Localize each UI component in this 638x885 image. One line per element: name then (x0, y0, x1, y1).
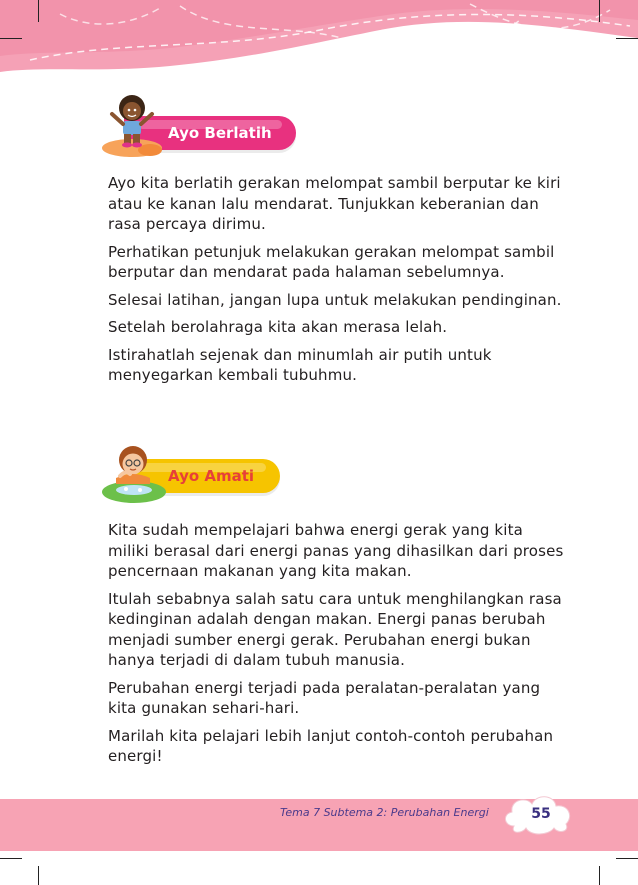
section2-body (108, 520, 568, 774)
crop-mark (616, 38, 638, 39)
section-title: Ayo Berlatih (168, 124, 272, 142)
observing-child-icon (100, 438, 170, 504)
crop-mark (599, 866, 600, 885)
paragraph: Selesai latihan, jangan lupa untuk melakukan pendinginan. (108, 290, 562, 309)
paragraph: Ayo kita berlatih gerakan melompat sambil berputar ke kiri atau ke kanan lalu mendarat. Tunjukkan keberanian dan rasa percaya dirimu. (108, 174, 561, 233)
exercising-child-icon (100, 92, 170, 158)
paragraph: Itulah sebabnya salah satu cara untuk menghilangkan rasa kedinginan adalah dengan makan. Energi panas berubah menjadi sumber energi gerak. Perubahan energi bukan hanya terjadi di dalam tubuh manusia. (108, 589, 562, 669)
paragraph: Istirahatlah sejenak dan minumlah air putih untuk menyegarkan kembali tubuhmu. (108, 345, 492, 384)
section1-body (108, 173, 568, 393)
top-decorative-band (0, 0, 638, 120)
crop-mark (599, 0, 600, 22)
paragraph: Perhatikan petunjuk melakukan gerakan melompat sambil berputar dan mendarat pada halaman sebelumnya. (108, 242, 555, 281)
crop-mark (38, 0, 39, 22)
crop-mark (0, 38, 22, 39)
paragraph: Setelah berolahraga kita akan merasa lelah. (108, 318, 448, 336)
crop-mark (616, 858, 638, 859)
crop-mark (0, 858, 22, 859)
crop-mark (38, 866, 39, 885)
paragraph: Perubahan energi terjadi pada peralatan-peralatan yang kita gunakan sehari-hari. (108, 678, 541, 717)
paragraph: Marilah kita pelajari lebih lanjut contoh-contoh perubahan energi! (108, 726, 554, 765)
footer-caption: Tema 7 Subtema 2: Perubahan Energi (280, 806, 489, 819)
section-title: Ayo Amati (168, 467, 255, 485)
page-number: 55 (531, 806, 551, 822)
paragraph: Kita sudah mempelajari bahwa energi gerak yang kita miliki berasal dari energi panas yang dihasilkan dari proses pencernaan makanan yang kita makan. (108, 521, 564, 580)
